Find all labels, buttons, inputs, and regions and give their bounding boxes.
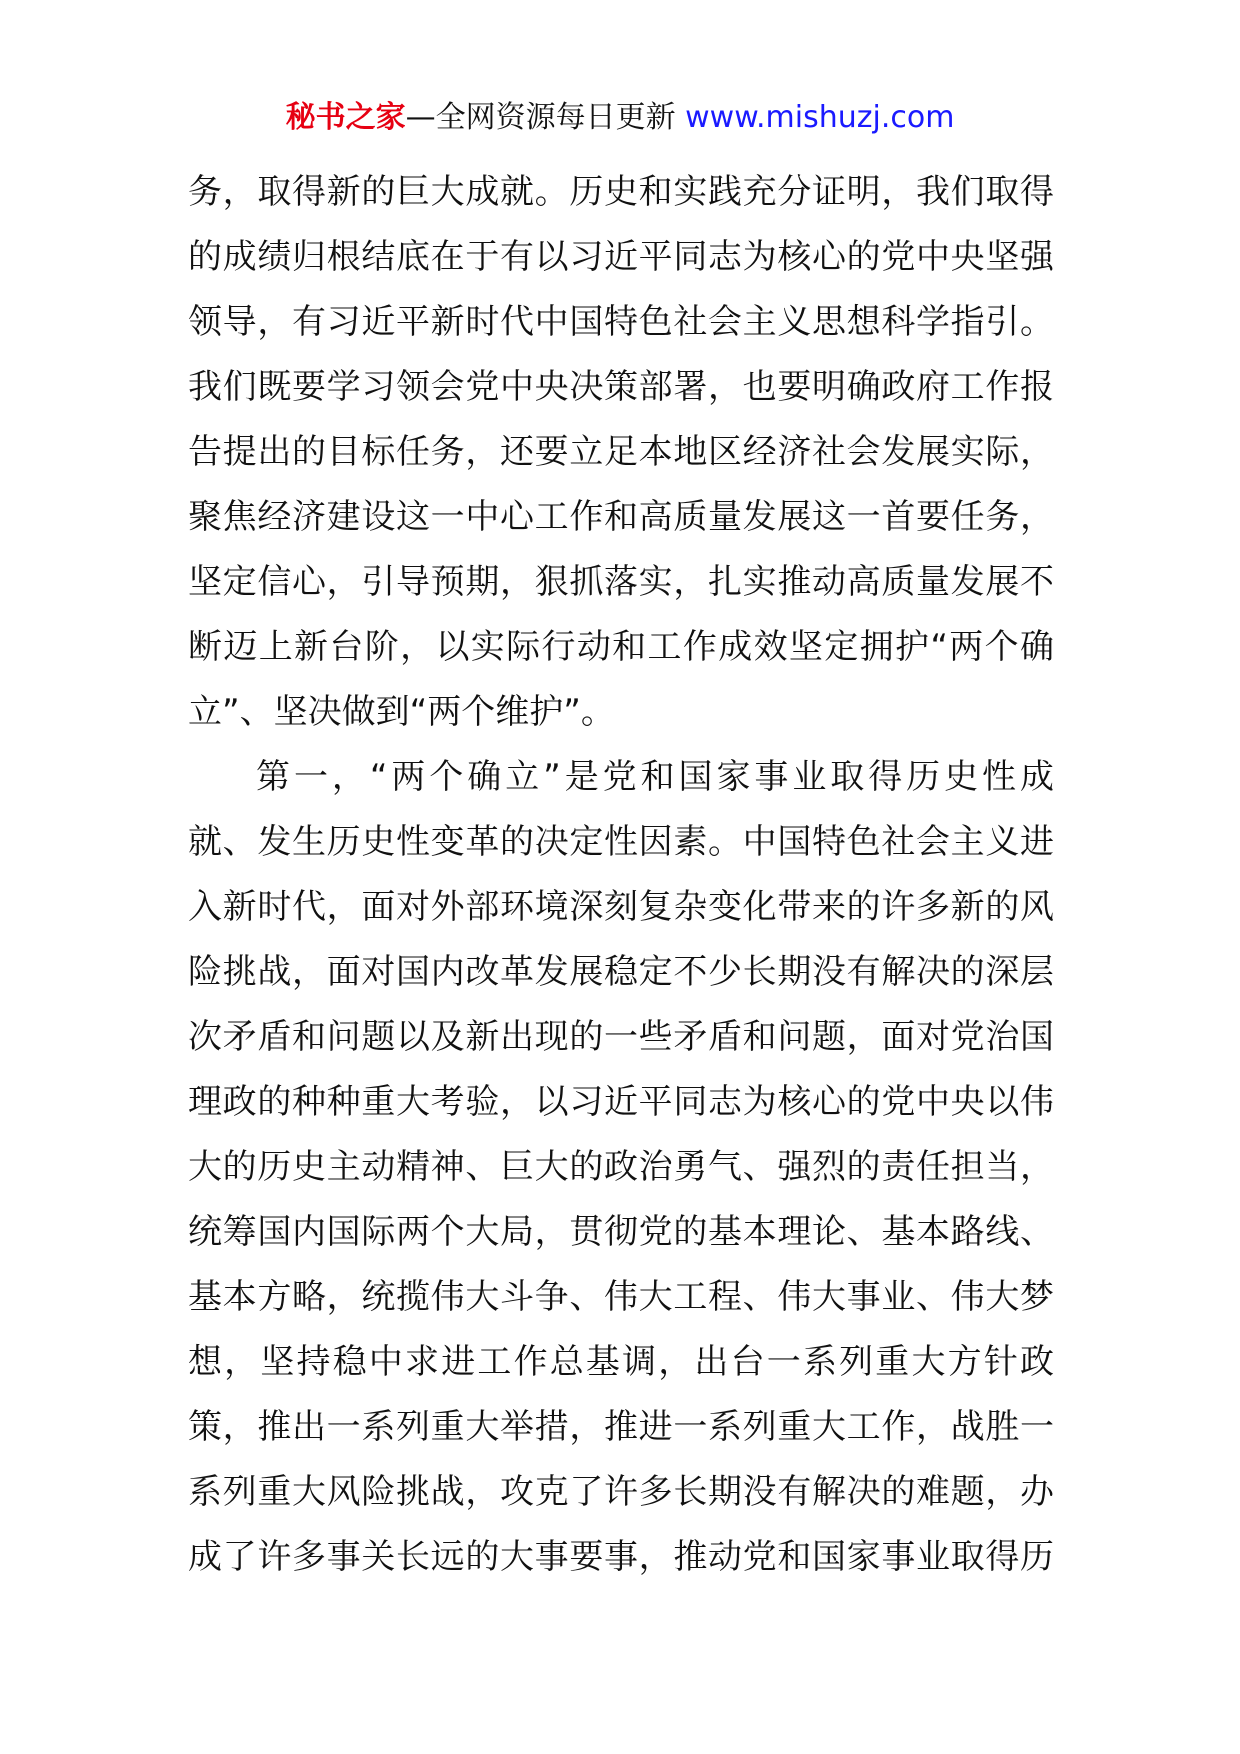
paragraph-first-line: 第一，“两个确立”是党和国家事业取得历史性成 xyxy=(256,757,1054,797)
text-line: 系列重大风险挑战，攻克了许多长期没有解决的难题，办 xyxy=(188,1472,1054,1512)
header-tagline: —全网资源每日更新 xyxy=(405,100,676,135)
text-line: 理政的种种重大考验，以习近平同志为核心的党中央以伟 xyxy=(188,1082,1054,1122)
text-line: 险挑战，面对国内改革发展稳定不少长期没有解决的深层 xyxy=(188,952,1054,992)
text-line: 坚定信心，引导预期，狠抓落实，扎实推动高质量发展不 xyxy=(188,562,1054,602)
text-line: 的成绩归根结底在于有以习近平同志为核心的党中央坚强 xyxy=(188,237,1054,277)
website-url[interactable]: www.mishuzj.com xyxy=(685,100,955,135)
text-line: 大的历史主动精神、巨大的政治勇气、强烈的责任担当， xyxy=(188,1147,1054,1187)
brand-name: 秘书之家 xyxy=(285,100,406,135)
text-line: 策，推出一系列重大举措，推进一系列重大工作，战胜一 xyxy=(188,1407,1054,1447)
text-line: 我们既要学习领会党中央决策部署，也要明确政府工作报 xyxy=(188,367,1054,407)
text-line: 统筹国内国际两个大局，贯彻党的基本理论、基本路线、 xyxy=(188,1212,1054,1252)
text-line: 成了许多事关长远的大事要事，推动党和国家事业取得历 xyxy=(188,1537,1054,1577)
text-line: 想，坚持稳中求进工作总基调，出台一系列重大方针政 xyxy=(188,1342,1054,1382)
text-line: 次矛盾和问题以及新出现的一些矛盾和问题，面对党治国 xyxy=(188,1017,1054,1057)
text-line: 告提出的目标任务，还要立足本地区经济社会发展实际， xyxy=(188,432,1054,472)
text-line: 断迈上新台阶，以实际行动和工作成效坚定拥护“两个确 xyxy=(188,627,1054,667)
text-line: 领导，有习近平新时代中国特色社会主义思想科学指引。 xyxy=(188,302,1054,342)
text-line: 基本方略，统揽伟大斗争、伟大工程、伟大事业、伟大梦 xyxy=(188,1277,1054,1317)
text-line: 聚焦经济建设这一中心工作和高质量发展这一首要任务， xyxy=(188,497,1054,537)
text-line: 入新时代，面对外部环境深刻复杂变化带来的许多新的风 xyxy=(188,887,1054,927)
text-line: 务，取得新的巨大成就。历史和实践充分证明，我们取得 xyxy=(188,172,1054,212)
document-body xyxy=(188,160,1054,1590)
text-line: 就、发生历史性变革的决定性因素。中国特色社会主义进 xyxy=(188,822,1054,862)
page-header xyxy=(0,95,1240,141)
text-line: 立”、坚决做到“两个维护”。 xyxy=(188,692,615,732)
